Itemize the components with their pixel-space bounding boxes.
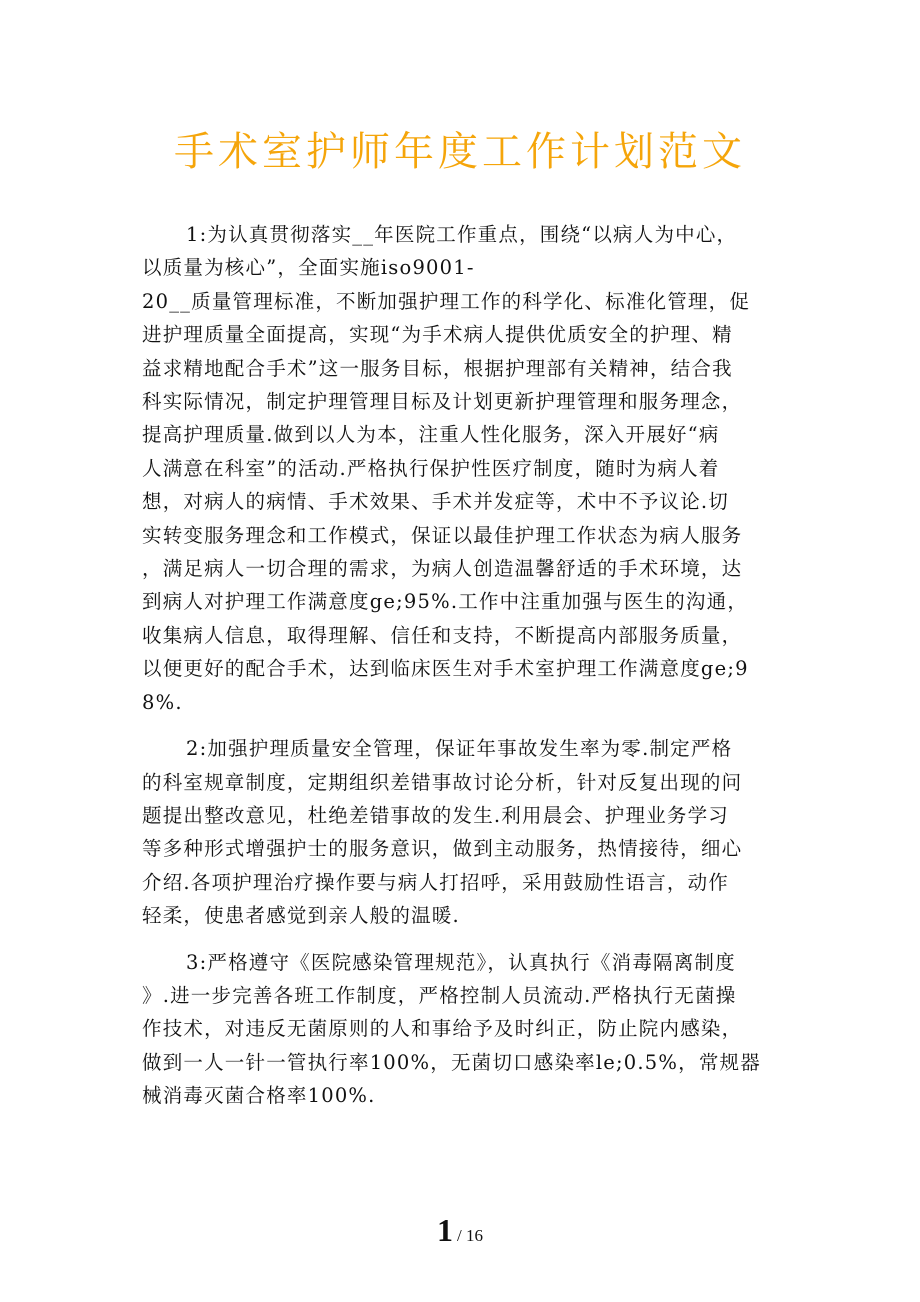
paragraph-2 [142,732,782,932]
text-line: 械消毒灭菌合格率100%. [142,1084,376,1108]
text-line: 益求精地配合手术”这一服务目标，根据护理部有关精神，结合我 [142,356,733,380]
text-line: 2:加强护理质量安全管理，保证年事故发生率为零.制定严格 [186,737,733,761]
text-line: 以便更好的配合手术，达到临床医生对手术室护理工作满意度ge;9 [142,657,749,681]
text-line: 20__质量管理标准，不断加强护理工作的科学化、标准化管理，促 [142,289,751,313]
text-line: 3:严格遵守《医院感染管理规范》，认真执行《消毒隔离制度 [186,950,736,974]
text-line: 收集病人信息，取得理解、信任和支持，不断提高内部服务质量， [142,623,743,647]
document-body [142,218,782,1126]
document-title: 手术室护师年度工作计划范文 [174,129,746,175]
text-line: 等多种形式增强护士的服务意识，做到主动服务，热情接待，细心 [142,837,743,861]
text-line: 人满意在科室”的活动.严格执行保护性医疗制度，随时为病人着 [142,456,720,480]
text-line: 以质量为核心”，全面实施iso9001- [142,256,475,280]
text-line: 》.进一步完善各班工作制度，严格控制人员流动.严格执行无菌操 [142,983,737,1007]
text-line: 到病人对护理工作满意度ge;95%.工作中注重加强与医生的沟通， [142,590,749,614]
text-line: 8%. [142,690,183,714]
paragraph-1 [142,218,782,719]
text-line: 科实际情况，制定护理管理目标及计划更新护理管理和服务理念， [142,390,743,414]
text-line: 1:为认真贯彻落实__年医院工作重点，围绕“以病人为中心， [186,223,738,246]
text-line: 介绍.各项护理治疗操作要与病人打招呼，采用鼓励性语言，动作 [142,870,729,894]
current-page-number: 1 [437,1212,453,1248]
text-line: 轻柔，使患者感觉到亲人般的温暖. [142,904,460,928]
text-line: 的科室规章制度，定期组织差错事故讨论分析，针对反复出现的问 [142,770,743,794]
text-line: 提高护理质量.做到以人为本，注重人性化服务，深入开展好“病 [142,423,720,447]
total-pages: / 16 [457,1226,483,1245]
text-line: 做到一人一针一管执行率100%，无菌切口感染率le;0.5%，常规器 [142,1050,761,1074]
text-line: ，满足病人一切合理的需求，为病人创造温馨舒适的手术环境，达 [142,557,743,581]
text-line: 题提出整改意见，杜绝差错事故的发生.利用晨会、护理业务学习 [142,803,729,827]
text-line: 作技术，对违反无菌原则的人和事给予及时纠正，防止院内感染， [142,1017,743,1041]
text-line: 进护理质量全面提高，实现“为手术病人提供优质安全的护理、精 [142,323,733,347]
text-line: 实转变服务理念和工作模式，保证以最佳护理工作状态为病人服务 [142,523,743,547]
page-indicator [0,1212,920,1249]
text-line: 想，对病人的病情、手术效果、手术并发症等，术中不予议论.切 [142,490,729,514]
paragraph-3 [142,946,782,1113]
